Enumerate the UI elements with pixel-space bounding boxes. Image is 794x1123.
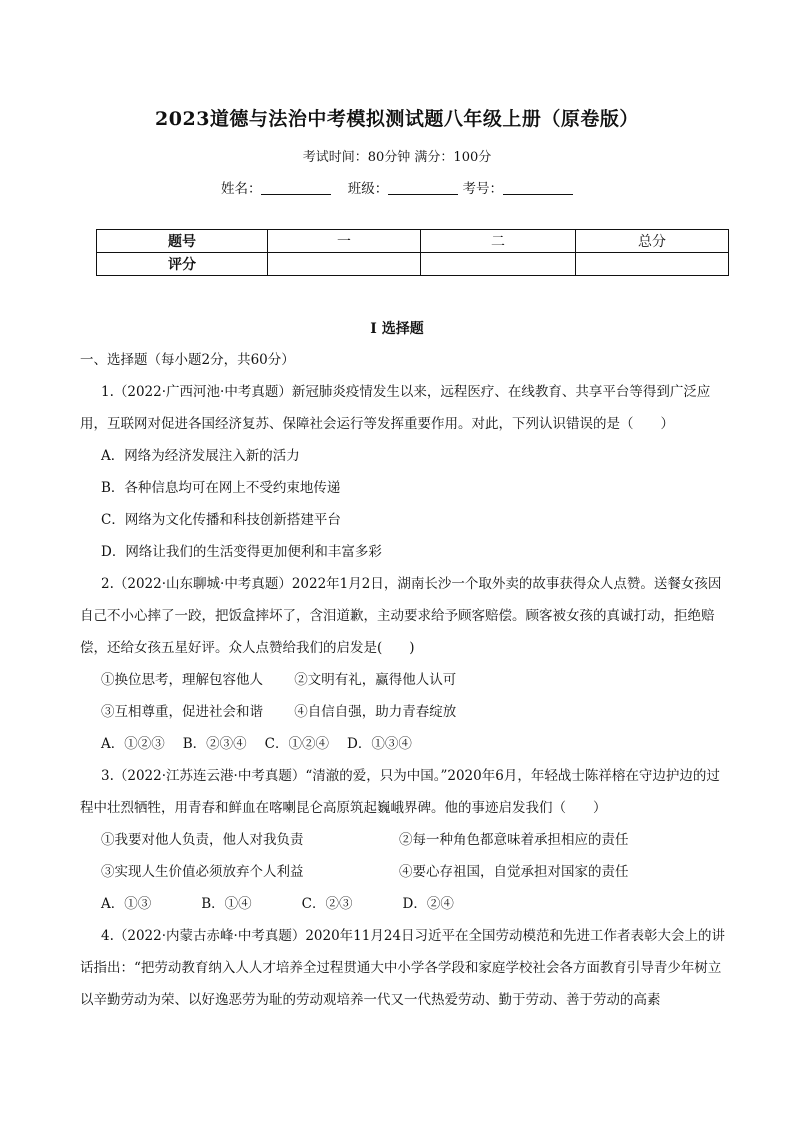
name-blank[interactable] bbox=[261, 181, 331, 195]
score-cell: 二 bbox=[421, 230, 576, 253]
part-heading: 一、选择题（每小题2分，共60分） bbox=[80, 352, 295, 368]
question-item: ③实现人生价值必须放弃个人利益 bbox=[101, 864, 304, 880]
score-cell: 题号 bbox=[97, 230, 268, 253]
score-table bbox=[96, 229, 729, 276]
number-label: 考号： bbox=[462, 181, 504, 197]
answer-choice: C．①②④ bbox=[264, 736, 330, 752]
question-item-row bbox=[80, 696, 728, 728]
answer-choice: A．①②③ bbox=[101, 736, 165, 752]
score-cell bbox=[268, 253, 421, 276]
question-item: ④要心存祖国，自觉承担对国家的责任 bbox=[399, 864, 629, 880]
question-item-row bbox=[80, 664, 728, 696]
question-item-row bbox=[80, 856, 728, 888]
question-option: B．各种信息均可在网上不受约束地传递 bbox=[101, 480, 341, 496]
section-title: I 选择题 bbox=[370, 321, 424, 337]
student-info-line bbox=[0, 177, 794, 197]
score-cell bbox=[421, 253, 576, 276]
answer-choice: D．②④ bbox=[402, 896, 454, 912]
question-option: A．网络为经济发展注入新的活力 bbox=[101, 448, 300, 464]
question-item: ①换位思考，理解包容他人 bbox=[101, 672, 263, 688]
answer-choices bbox=[80, 728, 728, 760]
answer-choice: B．①④ bbox=[201, 896, 252, 912]
question-item: ③互相尊重，促进社会和谐 bbox=[101, 704, 263, 720]
score-table-row-score bbox=[97, 253, 729, 276]
class-label: 班级： bbox=[347, 181, 389, 197]
exam-info: 考试时间：80分钟 满分：100分 bbox=[302, 150, 492, 165]
question-item: ②每一种角色都意味着承担相应的责任 bbox=[399, 832, 629, 848]
question-stem: 2.（2022·山东聊城·中考真题）2022年1月2日，湖南长沙一个取外卖的故事获得众人点赞。送餐女孩因自己不小心摔了一跤，把饭盒摔坏了，含泪道歉，主动要求给予顾客赔偿。顾客被女孩的真诚打动，拒绝赔偿，还给女孩五星好评。众人点赞给我们的启发是( ) bbox=[80, 576, 722, 656]
score-cell: 一 bbox=[268, 230, 421, 253]
score-cell: 总分 bbox=[576, 230, 729, 253]
question-item: ②文明有礼，赢得他人认可 bbox=[294, 672, 457, 688]
question-item-row bbox=[80, 824, 728, 856]
question-item: ④自信自强，助力青春绽放 bbox=[294, 704, 457, 720]
question-stem: 4.（2022·内蒙古赤峰·中考真题）2020年11月24日习近平在全国劳动模范和先进工作者表彰大会上的讲话指出：“把劳动教育纳入人人才培养全过程贯通大中小学各学段和家庭学校社会各方面教育引导青少年树立以辛勤劳动为荣、以好逸恶劳为耻的劳动观培养一代又一代热爱劳动、勤于劳动、善于劳动的高素 bbox=[80, 928, 726, 1008]
score-table-row-header bbox=[97, 230, 729, 253]
answer-choice: A．①③ bbox=[101, 896, 152, 912]
question-option: C．网络为文化传播和科技创新搭建平台 bbox=[101, 512, 341, 528]
question-stem: 1.（2022·广西河池·中考真题）新冠肺炎疫情发生以来，远程医疗、在线教育、共享平台等得到广泛应用，互联网对促进各国经济复苏、保障社会运行等发挥重要作用。对此，下列认识错误的是（ ） bbox=[80, 384, 711, 432]
name-label: 姓名： bbox=[220, 181, 262, 197]
answer-choice: C．②③ bbox=[301, 896, 353, 912]
class-blank[interactable] bbox=[388, 181, 458, 195]
score-cell bbox=[576, 253, 729, 276]
question-stem: 3.（2022·江苏连云港·中考真题）“清澈的爱，只为中国。”2020年6月，年轻战士陈祥榕在守边护边的过程中壮烈牺牲，用青春和鲜血在喀喇昆仑高原筑起巍峨界碑。他的事迹启发我们（ ） bbox=[80, 768, 720, 816]
answer-choices bbox=[80, 888, 728, 920]
questions bbox=[80, 344, 728, 1016]
number-blank[interactable] bbox=[503, 181, 573, 195]
answer-choice: D．①③④ bbox=[347, 736, 412, 752]
question-option: D．网络让我们的生活变得更加便利和丰富多彩 bbox=[101, 544, 382, 560]
question-item: ①我要对他人负责，他人对我负责 bbox=[101, 832, 304, 848]
score-cell: 评分 bbox=[97, 253, 268, 276]
answer-choice: B．②③④ bbox=[182, 736, 247, 752]
page-title: 2023道德与法治中考模拟测试题八年级上册（原卷版） bbox=[155, 108, 639, 130]
